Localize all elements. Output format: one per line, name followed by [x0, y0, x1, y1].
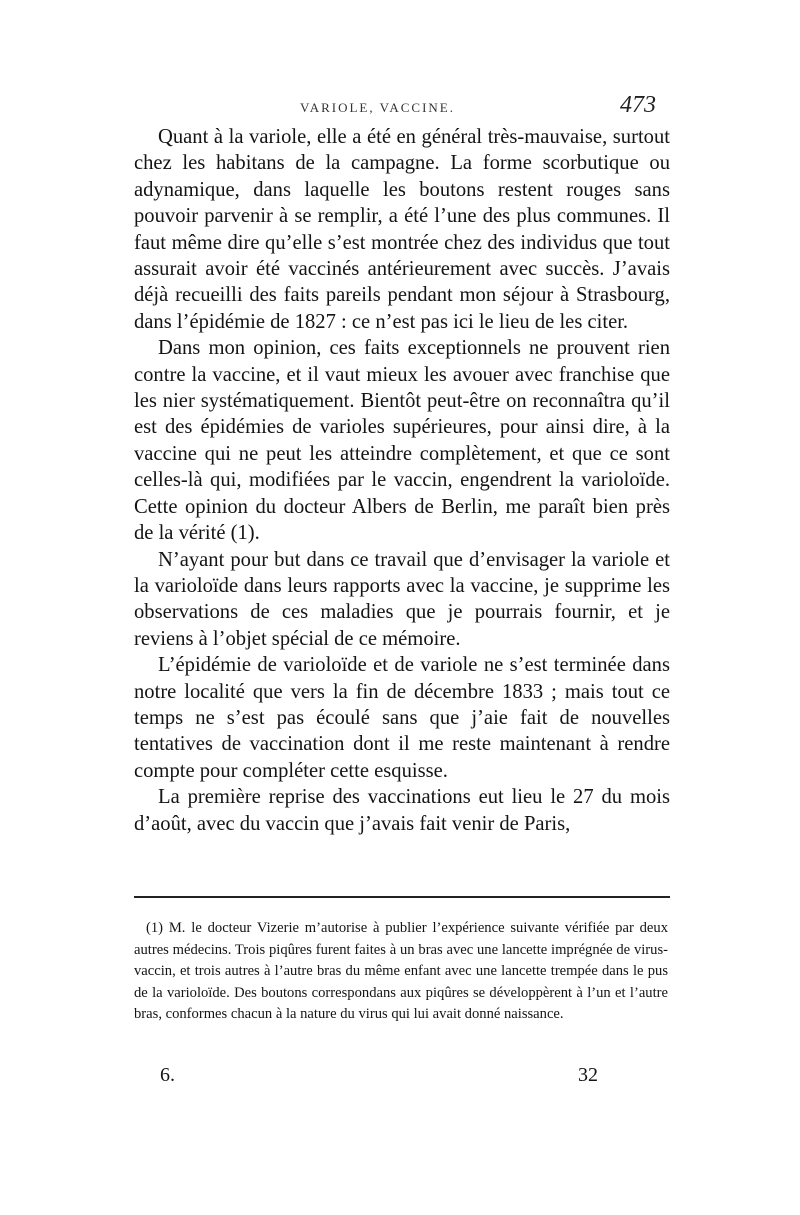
paragraph-opinion: Dans mon opinion, ces faits exceptionnels ne prouvent rien contre la vaccine, et il vaut mieux les avouer avec franchise que les nier systématiquement. Bientôt peut-être on reconnaîtra qu’il est des épidémies de varioles supérieures, pour ainsi dire, à la vaccine qui ne peut les atteindre complètement, et que ce sont celles-là qui, modifiées par le vaccin, engendrent la varioloïde. Cette opinion du docteur Albers de Berlin, me paraît bien près de la vérité (1).	[134, 337, 670, 545]
running-head: VARIOLE, VACCINE.	[300, 100, 455, 115]
paragraph-variole: Quant à la variole, elle a été en général très-mauvaise, surtout chez les habitans de la campagne. La forme scorbutique ou adynamique, dans laquelle les boutons restent rouges sans pouvoir parvenir à se remplir, a été l’une des plus communes. Il faut même dire qu’elle s’est montrée chez des individus que tout assurait avoir été vaccinés antérieurement avec succès. J’avais déjà recueilli des faits pareils pendant mon séjour à Strasbourg, dans l’épidémie de 1827 : ce n’est pas ici le lieu de les citer.	[134, 126, 670, 333]
footnote-divider	[134, 896, 670, 898]
paragraph-epidemie: L’épidémie de varioloïde et de variole ne s’est terminée dans notre localité que vers la fin de décembre 1833 ; mais tout ce temps ne s’est pas écoulé sans que j’aie fait de nouvelles tentatives de vaccination dont il me reste maintenant à rendre compte pour compléter cette esquisse.	[134, 654, 670, 782]
body-text	[134, 124, 670, 837]
page-number: 473	[620, 92, 656, 118]
footnote: (1) M. le docteur Vizerie m’autorise à publier l’expérience suivante vérifiée par deux autres médecins. Trois piqûres furent faites à un bras avec une lancette imprégnée de virus-vaccin, et trois autres à l’autre bras du même enfant avec une lancette trempée dans le pus de la varioloïde. Des boutons correspondans aux piqûres se développèrent à l’un et l’autre bras, conformes chacun à la nature du virus qui lui avait donné naissance.	[134, 920, 668, 1023]
signature-mark: 6.	[160, 1064, 175, 1086]
paragraph-reprise: La première reprise des vaccinations eut lieu le 27 du mois d’août, avec du vaccin que j’avais fait venir de Paris,	[134, 786, 670, 835]
folio-number: 32	[578, 1064, 598, 1086]
paragraph-but: N’ayant pour but dans ce travail que d’envisager la variole et la varioloïde dans leurs rapports avec la vaccine, je supprime les observations de ces maladies que je pourrais fournir, et je reviens à l’objet spécial de ce mémoire.	[134, 548, 670, 650]
